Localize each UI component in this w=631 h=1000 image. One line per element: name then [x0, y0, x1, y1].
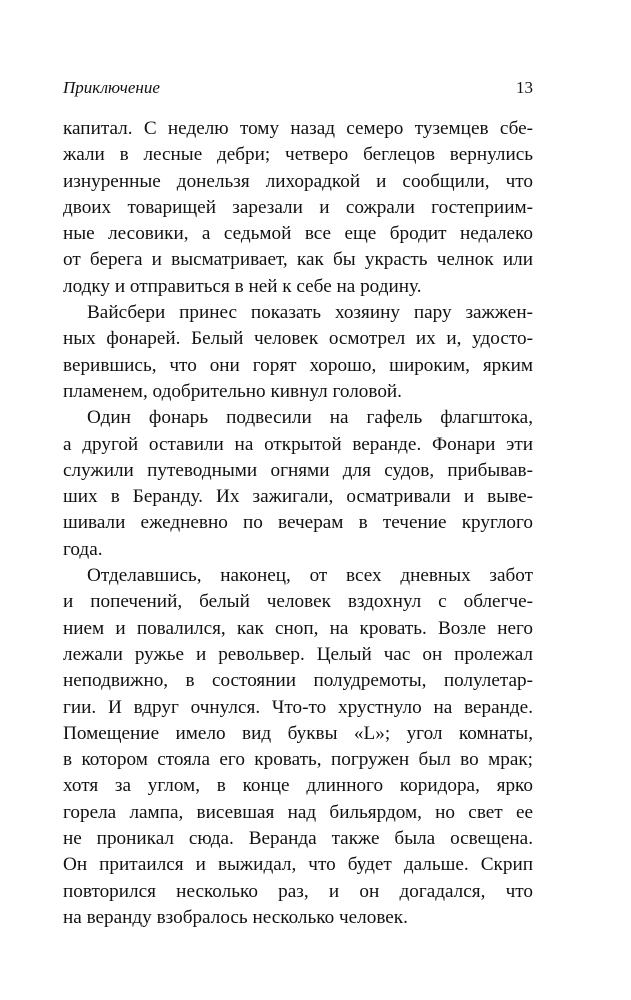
text-line: в котором стояла его кровать, погружен был во мрак; — [63, 749, 533, 771]
paragraph — [63, 563, 533, 931]
text-line: служили путеводными огнями для судов, прибывав- — [63, 459, 533, 481]
text-line: нием и повалился, как сноп, на кровать. Возле него — [63, 617, 533, 639]
text-line: гии. И вдруг очнулся. Что-то хрустнуло на веранде. — [63, 696, 533, 718]
text-line: повторился несколько раз, и он догадался, что — [63, 880, 533, 902]
text-line: года. — [63, 538, 103, 560]
text-line: лодку и отправиться в ней к себе на родину. — [63, 275, 422, 297]
text-line: Один фонарь подвесили на гафель флагштока, — [87, 407, 533, 429]
body-text — [63, 116, 533, 931]
text-line: Он притаился и выжидал, что будет дальше. Скрип — [63, 854, 533, 876]
text-line: жали в лесные дебри; четверо беглецов вернулись — [63, 144, 533, 166]
paragraph — [63, 300, 533, 405]
text-line: двоих товарищей зарезали и сожрали гостеприим- — [63, 196, 533, 218]
text-line: верившись, что они горят хорошо, широким, ярким — [63, 354, 533, 376]
text-line: ные лесовики, а седьмой все еще бродит недалеко — [63, 223, 533, 245]
text-line: Отделавшись, наконец, от всех дневных забот — [87, 565, 533, 587]
paragraph — [63, 116, 533, 300]
text-line: горела лампа, висевшая над бильярдом, но свет ее — [63, 801, 533, 823]
text-line: неподвижно, в состоянии полудремоты, полулетар- — [63, 670, 533, 692]
text-line: на веранду взобралось несколько человек. — [63, 906, 408, 928]
text-line: Помещение имело вид буквы «L»; угол комнаты, — [63, 722, 533, 744]
text-line: шивали ежедневно по вечерам в течение круглого — [63, 512, 533, 534]
text-line: ших в Беранду. Их зажигали, осматривали и выве- — [63, 486, 533, 508]
text-line: Вайсбери принес показать хозяину пару зажжен- — [87, 302, 533, 324]
page-number: 13 — [516, 78, 533, 97]
text-line: не проникал сюда. Веранда также была освещена. — [63, 828, 533, 850]
text-line: ных фонарей. Белый человек осмотрел их и, удосто- — [63, 328, 533, 350]
text-line: хотя за углом, в конце длинного коридора, ярко — [63, 775, 533, 797]
running-title: Приключение — [63, 78, 160, 97]
text-line: и попечений, белый человек вздохнул с облегче- — [63, 591, 533, 613]
paragraph — [63, 405, 533, 563]
text-line: пламенем, одобрительно кивнул головой. — [63, 380, 402, 402]
text-line: а другой оставили на открытой веранде. Фонари эти — [63, 433, 533, 455]
text-line: капитал. С неделю тому назад семеро туземцев сбе- — [63, 118, 533, 139]
text-line: от берега и высматривает, как бы украсть челнок или — [63, 249, 533, 271]
text-line: изнуренные донельзя лихорадкой и сообщили, что — [63, 170, 533, 192]
text-line: лежали ружье и револьвер. Целый час он пролежал — [63, 643, 533, 665]
running-head — [63, 77, 533, 101]
